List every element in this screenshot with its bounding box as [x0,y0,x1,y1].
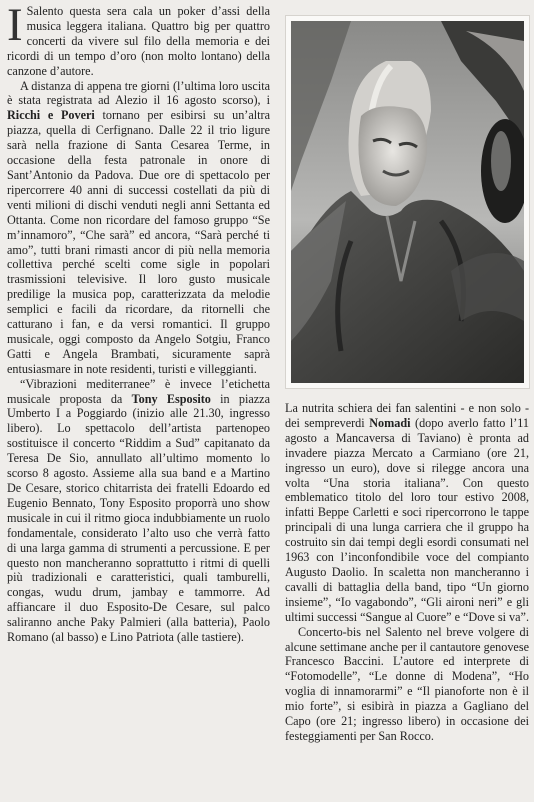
article-paragraph [285,625,529,744]
text-run: La nutrita schiera dei fan salentini - e non solo - dei sempreverdi [285,401,529,430]
text-run: in piazza Umberto I a Poggiardo (inizio alle 21.30, ingresso libero). Lo spettacolo dell’artista partenopeo sostituisce il concerto “Riddim a Sud” capitanato da Teresa De Sio, annullato all’ultimo momento lo scorso 8 agosto. Assieme alla sua band e a Martino De Cesare, storico chitarrista dei fratelli Edoardo ed Eugenio Bennato, Tony Esposito proporrà uno show musicale in cui il ritmo gioca indubbiamente un ruolo fondamentale, considerato l’alto uso che verrà fatto di una larga gamma di strumenti a percussione. E per questo non mancheranno soprattutto i ritmi di quelli più tradizionali e caratteristici, quali tamburelli, congas, wudu drum, jambay e tammorre. Ad affiancare il duo Esposito-De Cesare, sul palco saliranno anche Paky Palmieri (alla batteria), Paolo Romano (al basso) e Lino Patriota (alle tastiere). [7,391,270,645]
paragraph-text [285,625,529,743]
performer-photo-image [291,21,524,383]
text-run: Salento questa sera cala un poker d’assi della musica leggera italiana. Quattro big per quattro concerti da vivere sul filo della memoria e dei ricordi di un tempo d’oro (non molto lontano) della canzone d’autore. [7,4,270,78]
text-run: tornano per esibirsi su un’altra piazza, quella di Cerfignano. Dalle 22 il trio ligure sarà nella frazione di Santa Cesarea Terme, in occasione della festa patronale in onore di Sant’Antonio da Padova. Due ore di spettacolo per ripercorrere 40 anni di successi costellati da più di venti milioni di dischi venduti negli anni Settanta ed Ottanta. Come non ricordare del famoso gruppo “Se m’innamoro”, “Che sarà” ed ancora, “Sarà perché ti amo”, tutti brani rimasti ancor di più nella memoria collettiva perché scelti come sigle in popolari trasmissioni televisive. Il loro gusto musicale predilige la musica pop, caratterizzata da melodie semplici e facili da ricordare, da ritornelli che catturano i fan, e da versi romantici. Il gruppo musicale, oggi composto da Angelo Sotgiu, Franco Gatti e Angela Brambati, sicuramente saprà entusiasmare in note residenti, turisti e villeggianti. [7,108,271,376]
article-paragraph [285,401,529,625]
drop-cap-letter: I [7,0,23,51]
paragraph-text [7,0,270,78]
paragraph-text [7,79,270,376]
text-run: Concerto-bis nel Salento nel breve volgere di alcune settimane anche per il cantautore genovese Francesco Baccini. L’autore ed interprete di “Fotomodelle”, “Le donne di Modena”, “Ho voglia di innamorarmi” e “Il pianoforte non è il mio forte”, si esibirà in piazza a Gagliano del Capo (ore 21; ingresso libero) in occasione dei festeggiamenti per San Rocco. [285,624,529,743]
bold-name: Ricchi e Poveri [7,108,95,123]
article-paragraph [7,0,270,79]
bold-name: Tony Esposito [131,391,211,406]
text-run: A distanza di appena tre giorni (l’ultima loro uscita è stata registrata ad Alezio il 16 agosto scorso), i [7,78,270,108]
article-left-column [7,0,271,645]
article-photo [291,21,524,383]
article-right-column [285,401,529,744]
paragraph-text [285,401,529,624]
article-photo-frame [285,15,530,389]
article-paragraph [7,79,270,377]
text-run: “Vibrazioni mediterranee” è invece l’etichetta musicale proposta da [7,376,270,406]
text-run: (dopo averlo fatto l’11 agosto a Mancaversa di Taviano) è pronta ad invadere piazza Mercato a Carmiano (ore 21, ingresso un euro), dove si rilegge ancora una volta “Una storia italiana”. Con questo emblematico titolo del loro tour estivo 2008, infatti Beppe Carletti e soci ripercorrono le tappe principali di una lunga carriera che il gruppo ha costruito sin dai tempi degli esordi consumati nel 1963 con l’inconfondibile voce del compianto Augusto Daolio. In scaletta non mancheranno i cavalli di battaglia della band, tipo “Un giorno insieme”, “Io vagabondo”, “Gli aironi neri” e gli ultimi successi “Sangue al Cuore” e “Dove si va”. [285,415,530,624]
bold-name: Nomadi [369,415,411,430]
paragraph-text [7,377,270,644]
article-paragraph [7,377,270,645]
